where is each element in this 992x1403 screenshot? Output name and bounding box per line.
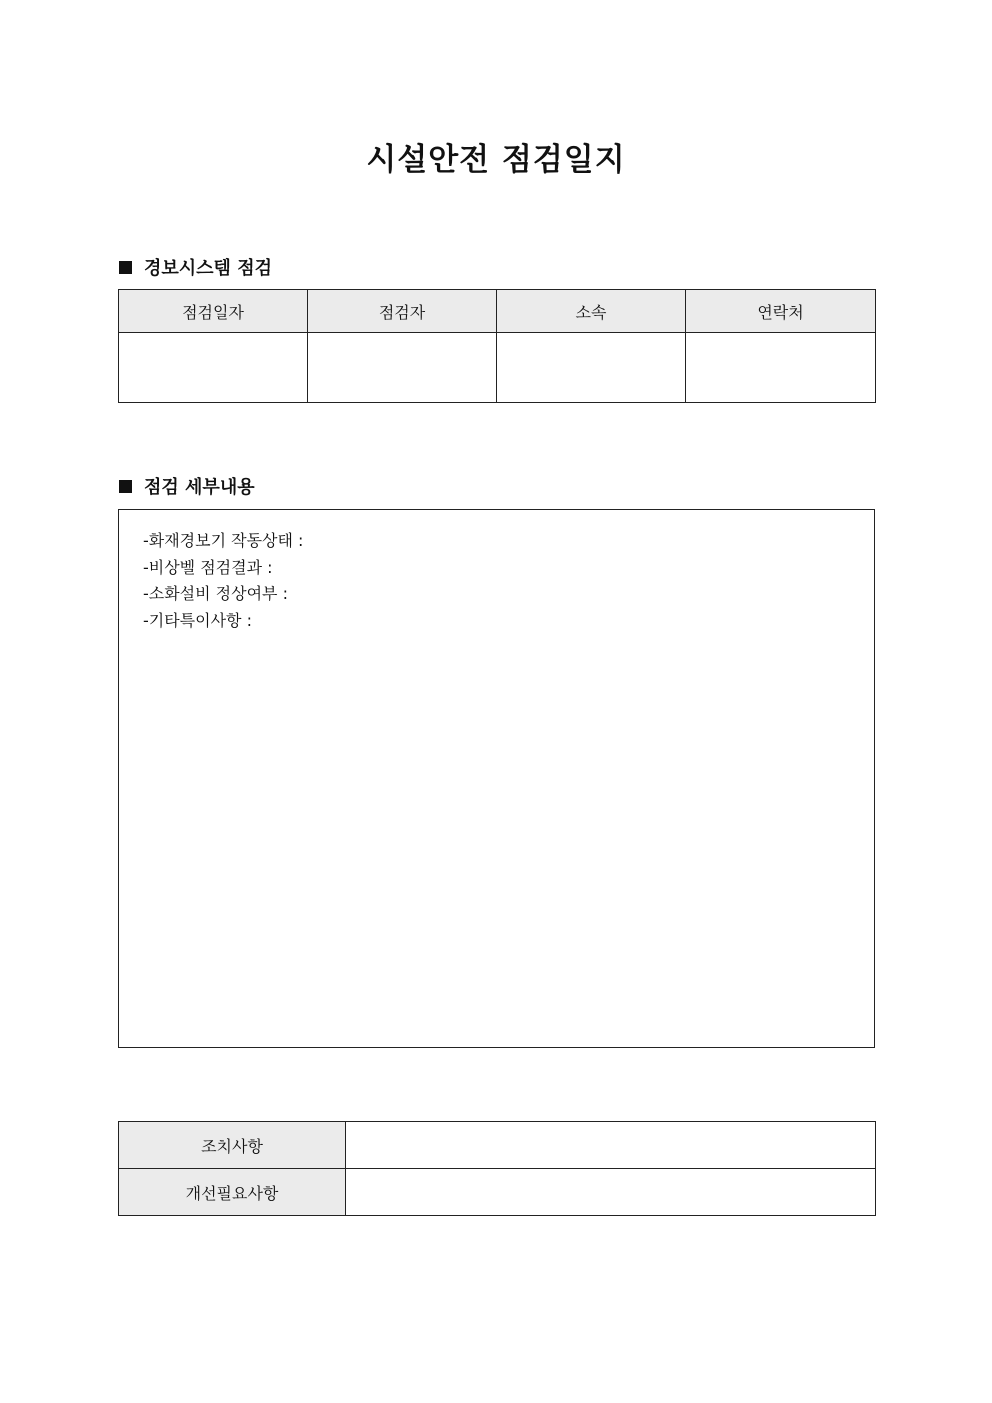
inspection-details-list [143, 528, 303, 634]
section-heading-details-label: 점검 세부내용 [144, 477, 255, 498]
table-header-row [119, 290, 876, 333]
section-heading-alarm-label: 경보시스템 점검 [144, 258, 272, 279]
improvements-needed-cell[interactable] [346, 1169, 876, 1216]
affiliation-cell[interactable] [497, 333, 686, 403]
row-label-improvements-needed: 개선필요사항 [119, 1169, 346, 1216]
contact-cell[interactable] [686, 333, 876, 403]
detail-line-emergency-bell: -비상벨 점검결과 : [143, 557, 273, 577]
column-header-inspection-date: 점검일자 [119, 290, 308, 333]
action-table [118, 1121, 876, 1216]
column-header-contact: 연락처 [686, 290, 876, 333]
alarm-inspection-table [118, 289, 876, 403]
square-bullet-icon [119, 480, 132, 493]
document-title: 시설안전 점검일지 [366, 142, 626, 178]
column-header-affiliation: 소속 [497, 290, 686, 333]
table-row [119, 1169, 876, 1216]
column-header-inspector: 점검자 [308, 290, 497, 333]
table-row [119, 1122, 876, 1169]
section-heading-alarm [119, 254, 272, 280]
detail-line-fire-extinguishing: -소화설비 정상여부 : [143, 584, 288, 603]
inspector-cell[interactable] [308, 333, 497, 403]
inspection-details-box[interactable] [118, 509, 875, 1048]
detail-line-other-notes: -기타특이사항 : [143, 610, 252, 630]
section-heading-details [119, 473, 255, 499]
square-bullet-icon [119, 261, 132, 274]
table-row [119, 333, 876, 403]
detail-line-fire-alarm: -화재경보기 작동상태 : [143, 531, 304, 550]
inspection-date-cell[interactable] [119, 333, 308, 403]
row-label-actions-taken: 조치사항 [119, 1122, 346, 1169]
actions-taken-cell[interactable] [346, 1122, 876, 1169]
